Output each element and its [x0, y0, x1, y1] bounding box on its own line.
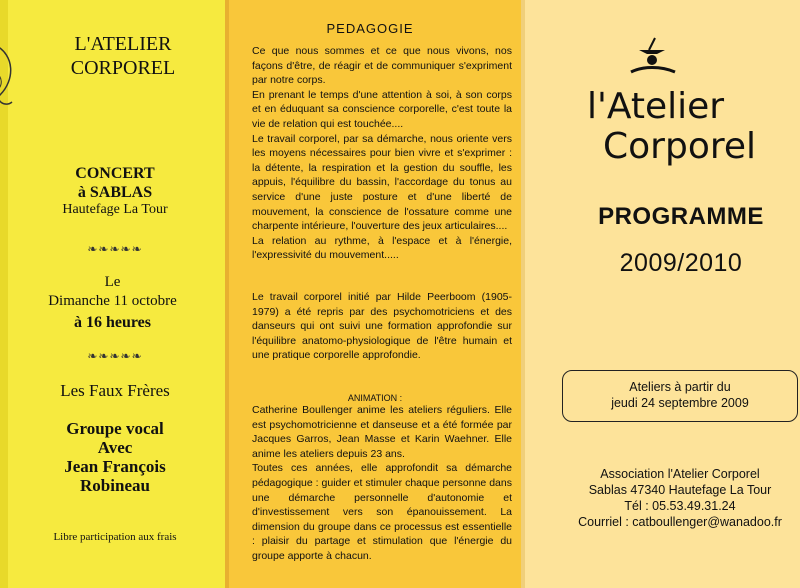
programme-cover [521, 0, 800, 588]
contact-line: Courriel : catboullenger@wanadoo.fr [578, 515, 782, 529]
fold-shadow [225, 0, 229, 588]
animation-paragraph: Catherine Boullenger anime les ateliers réguliers. Elle est psychomotricienne et danseuse et a été formée par Jacques Garros, Jean Masse et Karin Waehner. Elle anime les ateliers depuis 23 ans. Toutes ces années, elle approfondit sa démarche pédagogique : guider et stimuler chaque personne dans une démarche personnelle d'autonomie et d'investissement vers son épanouissement. La dimension du groupe dans ce processus est essentielle : plaisir du partage et stimulation que l'énergie du groupe apporte à chacun. [252, 404, 512, 562]
ornament-divider: ❧❧❧❧❧ [87, 349, 143, 363]
concert-flyer [0, 0, 225, 588]
concert-line: CONCERT [75, 165, 155, 182]
pedagogy-paragraph: Ce que nous sommes et ce que nous vivons, nos façons d'être, de réagir et de communiquer s'expriment par notre corps. En prenant le temps d'une attention à soi, à son corps et en éduquant sa conscience corporelle, c'est toute la vie de relation qui est touchée.... Le travail corporel, par sa démarche, nous oriente vers les moyens nécessaires pour bien vivre et s'exprimer : la détente, la respiration et la gestion du souffle, les appuis, l'équilibre du bassin, l'accordage du tonus au service d'une juste posture et d'une liberté de mouvement, la conscience de l'ossature comme une charpente intérieure, l'ouverture des jeux articulaires.... La relation au rythme, à l'espace et à l'énergie, l'expressivité du mouvement..... [252, 45, 512, 262]
concert-date [0, 273, 225, 332]
swirl-decoration-icon [0, 40, 20, 110]
logo-text: l'Atelier [587, 86, 725, 127]
animation-heading: ANIMATION : [347, 393, 403, 403]
vocal-group [10, 419, 220, 495]
logo-text: Corporel [603, 126, 756, 166]
pedagogy-title: PEDAGOGIE [326, 21, 414, 36]
concert-heading [15, 164, 215, 202]
group-line: Avec [97, 438, 133, 457]
concert-line: à SABLAS [77, 184, 153, 201]
flyer-title [28, 32, 218, 80]
programme-years: 2009/2010 [619, 249, 743, 277]
date-line: à 16 heures [73, 314, 152, 331]
group-line: Robineau [80, 476, 150, 495]
free-participation-note: Libre participation aux frais [53, 531, 177, 543]
atelier-corporel-logo [583, 36, 783, 166]
contact-line: Tél : 05.53.49.31.24 [624, 499, 736, 513]
concert-place: Hautefage La Tour [62, 202, 168, 217]
pedagogy-paragraph: Le travail corporel initié par Hilde Peerboom (1905-1979) a été repris par des psychomotriciens et des danseurs qui ont suivi une formation approfondie sur l'équilibre anatomo-physiologique de l'être humain et une pratique corporelle approfondie. [252, 291, 512, 362]
fold-shadow [521, 0, 525, 588]
flyer-title-line: CORPOREL [70, 57, 176, 79]
contact-line: Sablas 47340 Hautefage La Tour [588, 483, 772, 497]
start-date-line: Ateliers à partir du [629, 380, 731, 394]
ornament-divider: ❧❧❧❧❧ [87, 242, 143, 256]
group-line: Jean François [64, 457, 166, 476]
dancer-figure-icon [631, 38, 675, 72]
programme-heading: PROGRAMME [598, 203, 764, 230]
date-line: Dimanche 11 octobre [48, 293, 177, 309]
start-date-box [562, 370, 798, 422]
contact-info [562, 466, 798, 530]
band-name: Les Faux Frères [60, 381, 170, 400]
date-line: Le [104, 274, 121, 290]
group-line: Groupe vocal [66, 419, 164, 438]
pedagogy-panel [225, 0, 521, 588]
flyer-title-line: L'ATELIER [74, 33, 172, 55]
start-date-line: jeudi 24 septembre 2009 [611, 396, 749, 410]
contact-line: Association l'Atelier Corporel [600, 467, 760, 481]
